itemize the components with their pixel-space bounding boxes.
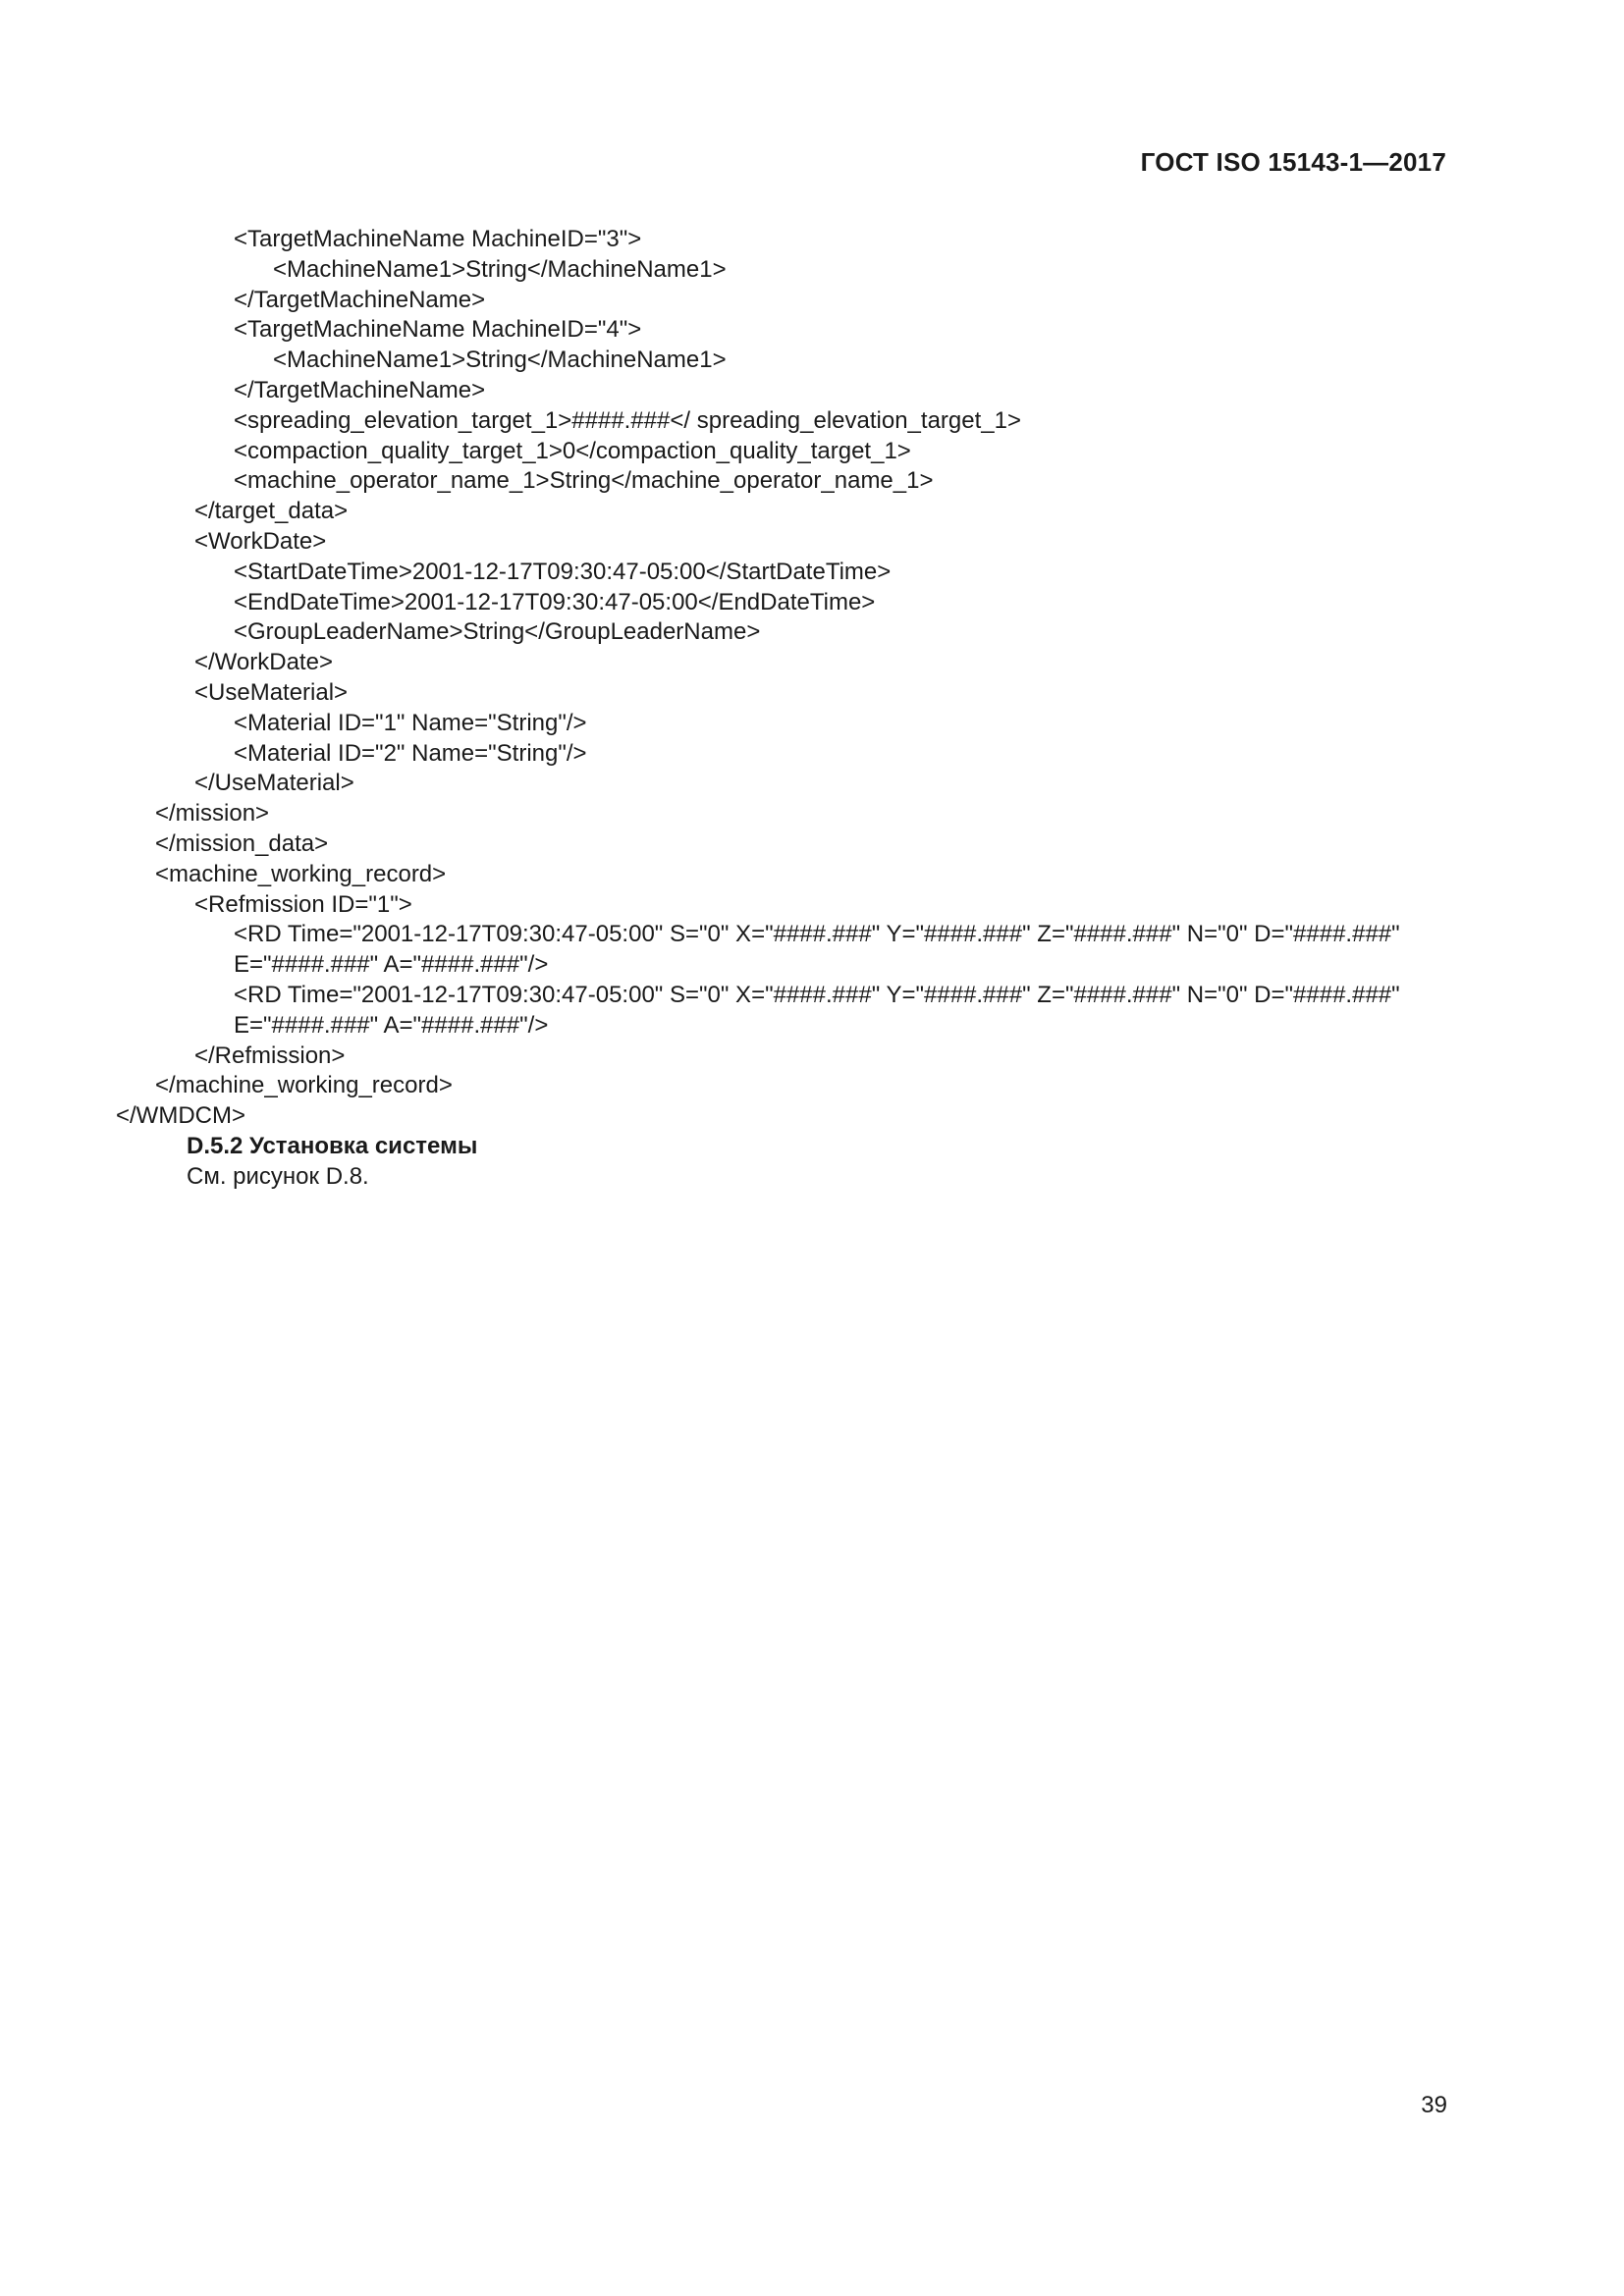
- code-line: <TargetMachineName MachineID="3">: [234, 226, 642, 252]
- code-line: <machine_working_record>: [155, 860, 447, 887]
- page-number: 39: [1421, 2092, 1447, 2118]
- code-line: <TargetMachineName MachineID="4">: [234, 316, 642, 344]
- code-line: </Refmission>: [194, 1041, 346, 1069]
- code-line: <GroupLeaderName>String</GroupLeaderName>: [234, 618, 761, 646]
- code-line: <machine_operator_name_1>String</machine_operator_name_1>: [234, 467, 934, 495]
- code-line: </WMDCM>: [116, 1102, 245, 1130]
- code-line: <compaction_quality_target_1>0</compaction_quality_target_1>: [234, 437, 911, 464]
- code-line: <MachineName1>String</MachineName1>: [273, 347, 727, 374]
- code-line: </machine_working_record>: [155, 1072, 453, 1099]
- code-line: </WorkDate>: [194, 649, 333, 676]
- code-line: <MachineName1>String</MachineName1>: [273, 255, 727, 283]
- section-text: См. рисунок D.8.: [187, 1162, 369, 1190]
- code-line: <spreading_elevation_target_1>####.###</ spreading_elevation_target_1>: [234, 406, 1021, 434]
- code-line: </mission>: [155, 800, 270, 828]
- code-line: <Refmission ID="1">: [194, 890, 412, 918]
- code-line: <Material ID="2" Name="String"/>: [234, 739, 587, 767]
- xml-code-block: [0, 225, 1624, 1193]
- code-line: </target_data>: [194, 498, 349, 525]
- code-line: E="####.###" A="####.###"/>: [234, 1011, 549, 1039]
- code-line: </TargetMachineName>: [234, 286, 486, 313]
- code-lines: [0, 225, 1624, 1132]
- code-line: E="####.###" A="####.###"/>: [234, 951, 549, 979]
- code-line: </TargetMachineName>: [234, 376, 486, 403]
- section-heading: D.5.2 Установка системы: [187, 1132, 478, 1159]
- document-header: ГОСТ ISO 15143-1—2017: [1140, 147, 1446, 177]
- code-line: <EndDateTime>2001-12-17T09:30:47-05:00</EndDateTime>: [234, 588, 876, 615]
- code-line: <Material ID="1" Name="String"/>: [234, 709, 587, 736]
- code-line: <RD Time="2001-12-17T09:30:47-05:00" S="0" X="####.###" Y="####.###" Z="####.###" N="0" D="####.###": [234, 921, 1400, 948]
- code-line: </mission_data>: [155, 829, 329, 857]
- code-line: <RD Time="2001-12-17T09:30:47-05:00" S="0" X="####.###" Y="####.###" Z="####.###" N="0" D="####.###": [234, 981, 1400, 1008]
- code-line: </UseMaterial>: [194, 770, 354, 797]
- code-line: <UseMaterial>: [194, 678, 349, 706]
- code-line: <WorkDate>: [194, 527, 327, 555]
- code-line: <StartDateTime>2001-12-17T09:30:47-05:00</StartDateTime>: [234, 558, 892, 585]
